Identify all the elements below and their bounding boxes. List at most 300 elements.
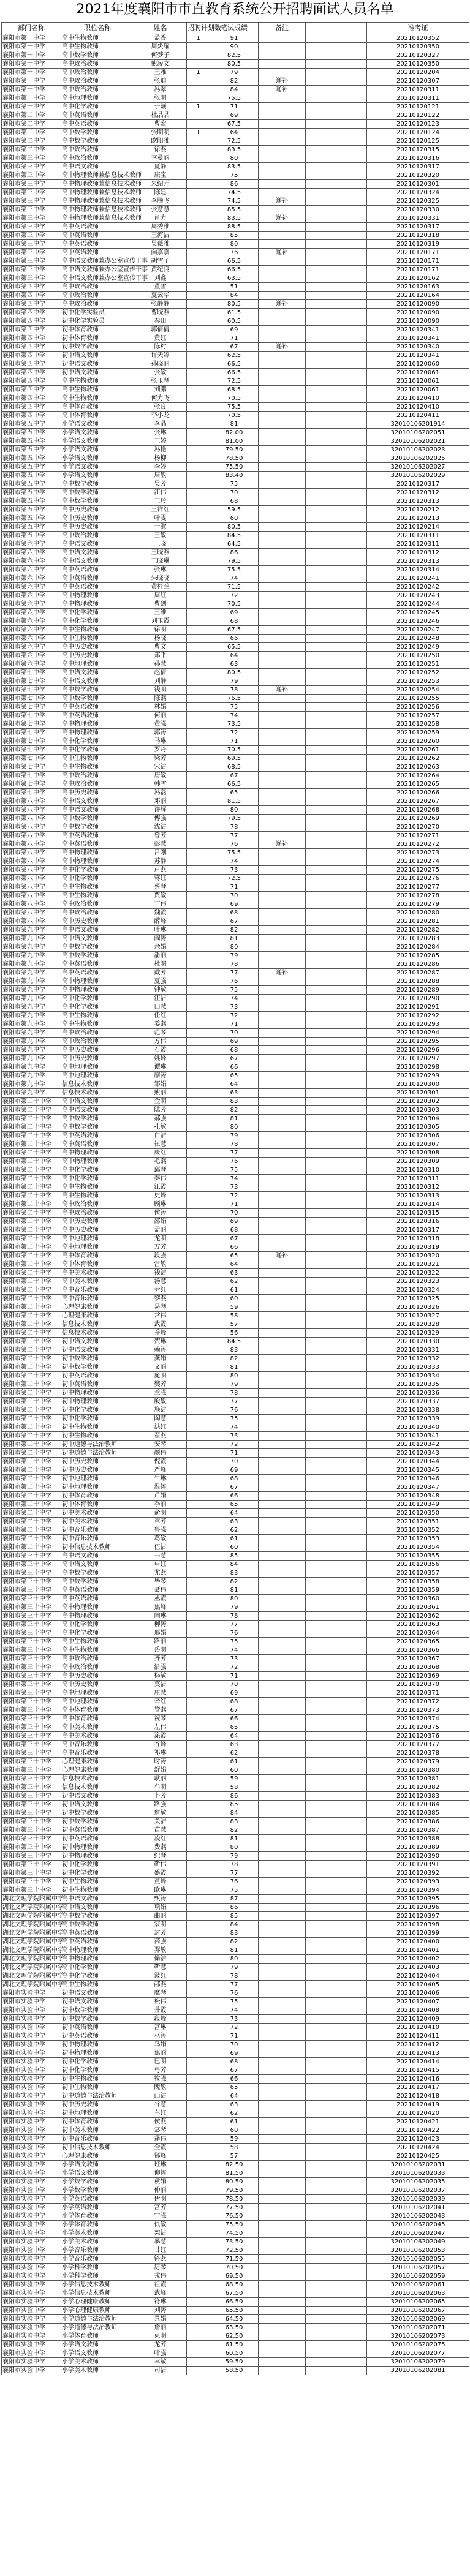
table-row xyxy=(2,274,469,283)
cell-dept: 襄阳市第二中学 xyxy=(2,146,61,154)
cell-score: 81.5 xyxy=(210,797,259,806)
cell-blank xyxy=(306,2024,367,2032)
cell-ticket: 32010106202063 xyxy=(367,2289,469,2298)
cell-quota xyxy=(187,574,210,583)
cell-score: 58.50 xyxy=(210,2367,259,2375)
cell-dept: 襄阳市第九中学 xyxy=(2,986,61,995)
table-row xyxy=(2,343,469,352)
cell-quota xyxy=(187,1501,210,1509)
cell-score: 71 xyxy=(210,883,259,892)
cell-score: 76 xyxy=(210,1406,259,1415)
cell-name: 廖涛 xyxy=(134,1072,187,1080)
cell-quota xyxy=(187,1320,210,1329)
cell-ticket: 20210120424 xyxy=(367,2144,469,2152)
cell-post: 高中数学教师 xyxy=(61,1123,134,1132)
cell-blank xyxy=(306,1312,367,1320)
cell-post: 高中英语教师 xyxy=(61,1586,134,1595)
cell-blank xyxy=(306,1886,367,1895)
cell-dept: 襄阳市第八中学 xyxy=(2,806,61,815)
cell-post: 初中数学教师 xyxy=(61,2006,134,2015)
cell-quota xyxy=(187,1732,210,1741)
cell-note xyxy=(259,1338,306,1346)
cell-name: 申红 xyxy=(134,1561,187,1569)
cell-post: 高中政治教师 xyxy=(61,146,134,154)
cell-name: 龙芳 xyxy=(134,2341,187,2349)
cell-score: 69 xyxy=(210,326,259,334)
cell-post: 高中历史教师 xyxy=(61,1681,134,1689)
cell-dept: 襄阳市第五中学 xyxy=(2,480,61,489)
cell-post: 心理健康教师 xyxy=(61,1312,134,1320)
cell-score: 66 xyxy=(210,1063,259,1072)
cell-score: 75.5 xyxy=(210,403,259,412)
cell-quota xyxy=(187,2101,210,2109)
cell-score: 74 xyxy=(210,857,259,866)
cell-name: 赵倩 xyxy=(134,669,187,677)
table-row xyxy=(2,2109,469,2118)
cell-name: 莫洁 xyxy=(134,1681,187,1689)
cell-post: 高中英语教师 xyxy=(61,232,134,240)
cell-name: 路丽 xyxy=(134,1638,187,1646)
cell-post: 高中英语教师 xyxy=(61,249,134,257)
cell-name: 张明明 xyxy=(134,129,187,137)
table-row xyxy=(2,1904,469,1912)
cell-dept: 襄阳市第九中学 xyxy=(2,1003,61,1012)
cell-note xyxy=(259,600,306,609)
cell-post: 高中历史教师 xyxy=(61,1218,134,1226)
cell-quota xyxy=(187,2006,210,2015)
cell-quota xyxy=(187,2349,210,2358)
cell-note xyxy=(259,420,306,429)
table-row xyxy=(2,1921,469,1929)
table-row xyxy=(2,875,469,883)
cell-score: 82 xyxy=(210,77,259,86)
cell-post: 高中政治教师 xyxy=(61,60,134,69)
cell-score: 82 xyxy=(210,1938,259,1946)
cell-blank xyxy=(306,437,367,446)
cell-blank xyxy=(306,1603,367,1612)
cell-score: 83.5 xyxy=(210,214,259,223)
cell-note xyxy=(259,574,306,583)
cell-dept: 襄阳市第九中学 xyxy=(2,1038,61,1046)
table-row xyxy=(2,1149,469,1158)
cell-ticket: 20210120288 xyxy=(367,977,469,986)
cell-quota xyxy=(187,686,210,695)
cell-post: 高中历史教师 xyxy=(61,652,134,660)
cell-score: 61 xyxy=(210,1535,259,1543)
cell-score: 70 xyxy=(210,1209,259,1218)
cell-blank xyxy=(306,1869,367,1878)
cell-name: 凌红 xyxy=(134,1835,187,1843)
cell-name: 万芳 xyxy=(134,1243,187,1252)
cell-blank xyxy=(306,2161,367,2169)
cell-dept: 襄阳市第二十中学 xyxy=(2,1295,61,1303)
table-row xyxy=(2,51,469,60)
cell-note xyxy=(259,2066,306,2075)
cell-quota xyxy=(187,1552,210,1561)
cell-score: 79.5 xyxy=(210,815,259,823)
cell-note xyxy=(259,935,306,943)
cell-ticket: 20210120345 xyxy=(367,1466,469,1475)
cell-ticket: 20210120123 xyxy=(367,120,469,129)
cell-note xyxy=(259,695,306,703)
cell-dept: 襄阳市第三十中学 xyxy=(2,1569,61,1578)
cell-score: 88.5 xyxy=(210,223,259,232)
table-row xyxy=(2,1063,469,1072)
cell-ticket: 20210120359 xyxy=(367,1586,469,1595)
cell-name: 班琳 xyxy=(134,2161,187,2169)
table-row xyxy=(2,1252,469,1260)
cell-post: 高中政治教师 xyxy=(61,532,134,540)
table-row xyxy=(2,643,469,652)
cell-note xyxy=(259,163,306,171)
cell-name: 纪琴 xyxy=(134,1852,187,1861)
cell-quota xyxy=(187,746,210,755)
cell-ticket: 20210120256 xyxy=(367,703,469,712)
cell-quota xyxy=(187,1826,210,1835)
cell-ticket: 32010106202021 xyxy=(367,437,469,446)
cell-dept: 襄阳市第五中学 xyxy=(2,472,61,480)
cell-name: 陈建 xyxy=(134,189,187,197)
cell-dept: 襄阳市第一中学 xyxy=(2,86,61,94)
cell-post: 小学科学教师 xyxy=(61,2264,134,2272)
cell-post: 高中生物教师 xyxy=(61,394,134,403)
cell-name: 龙明 xyxy=(134,1235,187,1243)
cell-score: 70.5 xyxy=(210,746,259,755)
cell-post: 高中英语教师 xyxy=(61,111,134,120)
cell-note xyxy=(259,780,306,789)
cell-blank xyxy=(306,60,367,69)
cell-note xyxy=(259,1766,306,1775)
table-row xyxy=(2,652,469,660)
cell-score: 75 xyxy=(210,1166,259,1175)
cell-ticket: 20210120399 xyxy=(367,1929,469,1938)
cell-blank xyxy=(306,866,367,875)
cell-post: 高中生物教师 xyxy=(61,1020,134,1029)
cell-note xyxy=(259,866,306,875)
cell-name: 于淑 xyxy=(134,523,187,532)
cell-ticket: 20210120365 xyxy=(367,1638,469,1646)
cell-dept: 襄阳市第二十中学 xyxy=(2,1415,61,1423)
table-row xyxy=(2,403,469,412)
cell-ticket: 20210120242 xyxy=(367,583,469,592)
cell-note xyxy=(259,660,306,669)
table-row xyxy=(2,283,469,292)
table-row xyxy=(2,1775,469,1783)
cell-post: 初中语文教师 xyxy=(61,369,134,377)
cell-name: 季丽 xyxy=(134,1501,187,1509)
cell-note xyxy=(259,60,306,69)
cell-name: 毕琴 xyxy=(134,1578,187,1586)
table-row xyxy=(2,240,469,249)
col-header-note: 备注 xyxy=(259,23,306,34)
cell-blank xyxy=(306,2204,367,2212)
cell-post: 高中音乐教师 xyxy=(61,1741,134,1749)
cell-post: 高中体育教师 xyxy=(61,403,134,412)
cell-blank xyxy=(306,832,367,840)
cell-blank xyxy=(306,995,367,1003)
cell-blank xyxy=(306,1123,367,1132)
cell-note xyxy=(259,1749,306,1758)
cell-quota xyxy=(187,643,210,652)
cell-note xyxy=(259,892,306,900)
cell-blank xyxy=(306,652,367,660)
table-row xyxy=(2,1175,469,1183)
cell-ticket: 32010106202055 xyxy=(367,2255,469,2264)
cell-post: 高中生物教师 xyxy=(61,34,134,43)
cell-post: 初中生物教师 xyxy=(61,1886,134,1895)
cell-post: 高中物理教师兼信息技术教师 xyxy=(62,181,142,187)
cell-blank xyxy=(306,695,367,703)
cell-blank xyxy=(306,69,367,77)
cell-name: 郗峰 xyxy=(134,2152,187,2161)
cell-note xyxy=(259,2221,306,2229)
cell-post: 初中语文教师 xyxy=(61,1338,134,1346)
cell-ticket: 20210120349 xyxy=(367,1501,469,1509)
table-row xyxy=(2,1449,469,1458)
cell-score: 63 xyxy=(210,2101,259,2109)
cell-ticket: 20210120316 xyxy=(367,1218,469,1226)
cell-quota xyxy=(187,514,210,523)
cell-dept: 襄阳市第二十中学 xyxy=(2,1338,61,1346)
cell-quota xyxy=(187,1775,210,1783)
table-row xyxy=(2,2332,469,2341)
cell-blank xyxy=(306,2152,367,2161)
cell-note xyxy=(259,2272,306,2281)
cell-dept: 襄阳市第六中学 xyxy=(2,574,61,583)
cell-ticket: 20210120314 xyxy=(367,1200,469,1209)
cell-dept: 襄阳市第四中学 xyxy=(2,343,61,352)
cell-score: 85.5 xyxy=(210,206,259,214)
cell-quota: 1 xyxy=(187,129,210,137)
cell-post: 高中政治教师 xyxy=(61,772,134,780)
cell-quota xyxy=(187,926,210,935)
cell-ticket: 20210120306 xyxy=(367,1132,469,1140)
cell-score: 65 xyxy=(210,1501,259,1509)
cell-score: 60 xyxy=(210,2126,259,2135)
cell-name: 黄桂兰 xyxy=(134,583,187,592)
cell-name: 詹丽 xyxy=(134,2324,187,2332)
cell-name: 毛燕 xyxy=(134,1158,187,1166)
cell-note: 递补 xyxy=(259,686,306,695)
cell-note xyxy=(259,2324,306,2332)
cell-quota xyxy=(187,1843,210,1852)
cell-post: 高中体育教师 xyxy=(61,412,134,420)
cell-dept: 襄阳市第三十中学 xyxy=(2,1801,61,1809)
cell-name: 司洁 xyxy=(134,2367,187,2375)
cell-blank xyxy=(306,1295,367,1303)
cell-note xyxy=(259,377,306,386)
cell-dept: 襄阳市第三中学 xyxy=(2,223,61,232)
cell-dept: 襄阳市第二十中学 xyxy=(2,1278,61,1286)
table-row xyxy=(2,386,469,394)
cell-quota xyxy=(187,797,210,806)
cell-blank xyxy=(306,403,367,412)
table-row xyxy=(2,1140,469,1149)
cell-post: 高中体育教师 xyxy=(61,1715,134,1723)
cell-name: 向琳 xyxy=(134,1612,187,1621)
cell-score: 70 xyxy=(210,892,259,900)
cell-note xyxy=(259,43,306,51)
cell-note xyxy=(259,1663,306,1672)
cell-note xyxy=(259,1758,306,1766)
cell-blank xyxy=(306,2229,367,2238)
cell-note xyxy=(259,1020,306,1029)
cell-dept: 襄阳市实验中学 xyxy=(2,2041,61,2049)
cell-quota xyxy=(187,334,210,343)
cell-post: 初中生物教师 xyxy=(61,1878,134,1886)
cell-name: 栾洁 xyxy=(134,2229,187,2238)
cell-ticket: 20210120171 xyxy=(367,249,469,257)
cell-blank xyxy=(306,1938,367,1946)
cell-name: 焦峰 xyxy=(134,1603,187,1612)
cell-note xyxy=(259,189,306,197)
cell-note xyxy=(259,2229,306,2238)
cell-blank xyxy=(306,2075,367,2084)
cell-quota xyxy=(187,1029,210,1038)
cell-score: 64 xyxy=(210,652,259,660)
cell-score: 62.50 xyxy=(210,2332,259,2341)
table-row xyxy=(2,1989,469,1998)
cell-ticket: 20210120337 xyxy=(367,1398,469,1406)
cell-note: 递补 xyxy=(259,86,306,94)
cell-quota xyxy=(187,1689,210,1698)
cell-ticket: 20210120292 xyxy=(367,1012,469,1020)
cell-note: 递补 xyxy=(259,249,306,257)
cell-score: 75.50 xyxy=(210,463,259,472)
cell-post: 高中历史教师 xyxy=(61,789,134,797)
cell-quota xyxy=(187,1312,210,1320)
cell-quota xyxy=(187,1140,210,1149)
table-row xyxy=(2,2049,469,2058)
cell-quota xyxy=(187,437,210,446)
cell-score: 80 xyxy=(210,1595,259,1603)
cell-dept: 襄阳市第三十中学 xyxy=(2,1723,61,1732)
cell-ticket: 20210120274 xyxy=(367,857,469,866)
cell-name: 车红 xyxy=(134,2109,187,2118)
cell-dept: 襄阳市第三中学 xyxy=(2,189,61,197)
table-row xyxy=(2,1458,469,1466)
cell-note xyxy=(259,1183,306,1192)
cell-dept: 襄阳市第三十中学 xyxy=(2,1578,61,1586)
cell-post: 高中物理教师兼信息技术教师 xyxy=(62,215,142,222)
cell-score: 85 xyxy=(210,1912,259,1921)
cell-post: 小学美术教师 xyxy=(61,2367,134,2375)
cell-blank xyxy=(306,2324,367,2332)
cell-ticket: 20210120417 xyxy=(367,2084,469,2092)
cell-post: 小学语文教师 xyxy=(61,2161,134,2169)
cell-note xyxy=(259,1295,306,1303)
cell-dept: 襄阳市第六中学 xyxy=(2,609,61,617)
cell-score: 63 xyxy=(210,660,259,669)
cell-blank xyxy=(306,137,367,146)
cell-dept: 襄阳市第二十中学 xyxy=(2,1312,61,1320)
cell-quota xyxy=(187,592,210,600)
table-row xyxy=(2,677,469,686)
table-row xyxy=(2,326,469,334)
cell-note xyxy=(259,1140,306,1149)
cell-blank xyxy=(306,1355,367,1363)
cell-note xyxy=(259,1921,306,1929)
cell-dept: 襄阳市第四中学 xyxy=(2,369,61,377)
cell-blank xyxy=(306,2349,367,2358)
cell-blank xyxy=(306,532,367,540)
cell-post: 高中语文教师 xyxy=(61,1904,134,1912)
cell-name: 齐芳 xyxy=(134,1655,187,1663)
cell-score: 87 xyxy=(210,1895,259,1904)
cell-post: 高中化学教师 xyxy=(61,103,134,111)
cell-quota xyxy=(187,2315,210,2324)
table-row xyxy=(2,1329,469,1338)
cell-dept: 襄阳市实验中学 xyxy=(2,2272,61,2281)
cell-blank xyxy=(306,1200,367,1209)
cell-quota xyxy=(187,557,210,566)
cell-name: 王晓琳 xyxy=(134,557,187,566)
cell-note xyxy=(259,849,306,857)
cell-post: 高中语文教师 xyxy=(61,1561,134,1569)
cell-blank xyxy=(306,1843,367,1852)
table-row xyxy=(2,146,469,154)
cell-quota xyxy=(187,1561,210,1569)
cell-post: 高中生物教师 xyxy=(61,1638,134,1646)
cell-quota xyxy=(187,909,210,917)
cell-quota xyxy=(187,77,210,86)
cell-blank xyxy=(306,557,367,566)
cell-quota xyxy=(187,1861,210,1869)
cell-name: 丛霞 xyxy=(134,1595,187,1603)
cell-note xyxy=(259,737,306,746)
cell-blank xyxy=(306,1089,367,1098)
table-row xyxy=(2,926,469,935)
cell-name: 向嘉嘉 xyxy=(134,249,187,257)
cell-blank xyxy=(306,1835,367,1843)
cell-blank xyxy=(306,746,367,755)
cell-post: 小学语文教师 xyxy=(61,2169,134,2178)
cell-quota xyxy=(187,1603,210,1612)
cell-score: 65 xyxy=(210,1072,259,1080)
table-row xyxy=(2,292,469,300)
cell-ticket: 20210120287 xyxy=(367,969,469,977)
cell-post: 高中地理教师 xyxy=(61,1698,134,1706)
cell-score: 72.5 xyxy=(210,875,259,883)
table-row xyxy=(2,43,469,51)
cell-name: 张明 xyxy=(134,94,187,103)
cell-ticket: 20210120266 xyxy=(367,789,469,797)
cell-blank xyxy=(306,1029,367,1038)
cell-blank xyxy=(306,2246,367,2255)
cell-score: 76 xyxy=(210,1629,259,1638)
cell-quota xyxy=(187,1038,210,1046)
table-row xyxy=(2,1801,469,1809)
cell-blank xyxy=(306,2006,367,2015)
table-row xyxy=(2,1132,469,1140)
table-row xyxy=(2,797,469,806)
table-row xyxy=(2,317,469,326)
cell-note xyxy=(259,1655,306,1663)
cell-dept: 襄阳市第六中学 xyxy=(2,600,61,609)
cell-post: 高中政治教师 xyxy=(61,154,134,163)
cell-ticket: 20210120301 xyxy=(367,180,469,189)
cell-name: 梅敏 xyxy=(134,1672,187,1681)
cell-ticket: 20210120171 xyxy=(367,266,469,274)
cell-dept: 襄阳市第二十中学 xyxy=(2,1475,61,1483)
cell-blank xyxy=(306,2272,367,2281)
cell-score: 59 xyxy=(210,1303,259,1312)
cell-blank xyxy=(306,1964,367,1972)
cell-post: 高中数学教师 xyxy=(61,137,134,146)
cell-name: 詹敏 xyxy=(134,1809,187,1818)
cell-blank xyxy=(306,292,367,300)
cell-ticket: 20210120403 xyxy=(367,1964,469,1972)
